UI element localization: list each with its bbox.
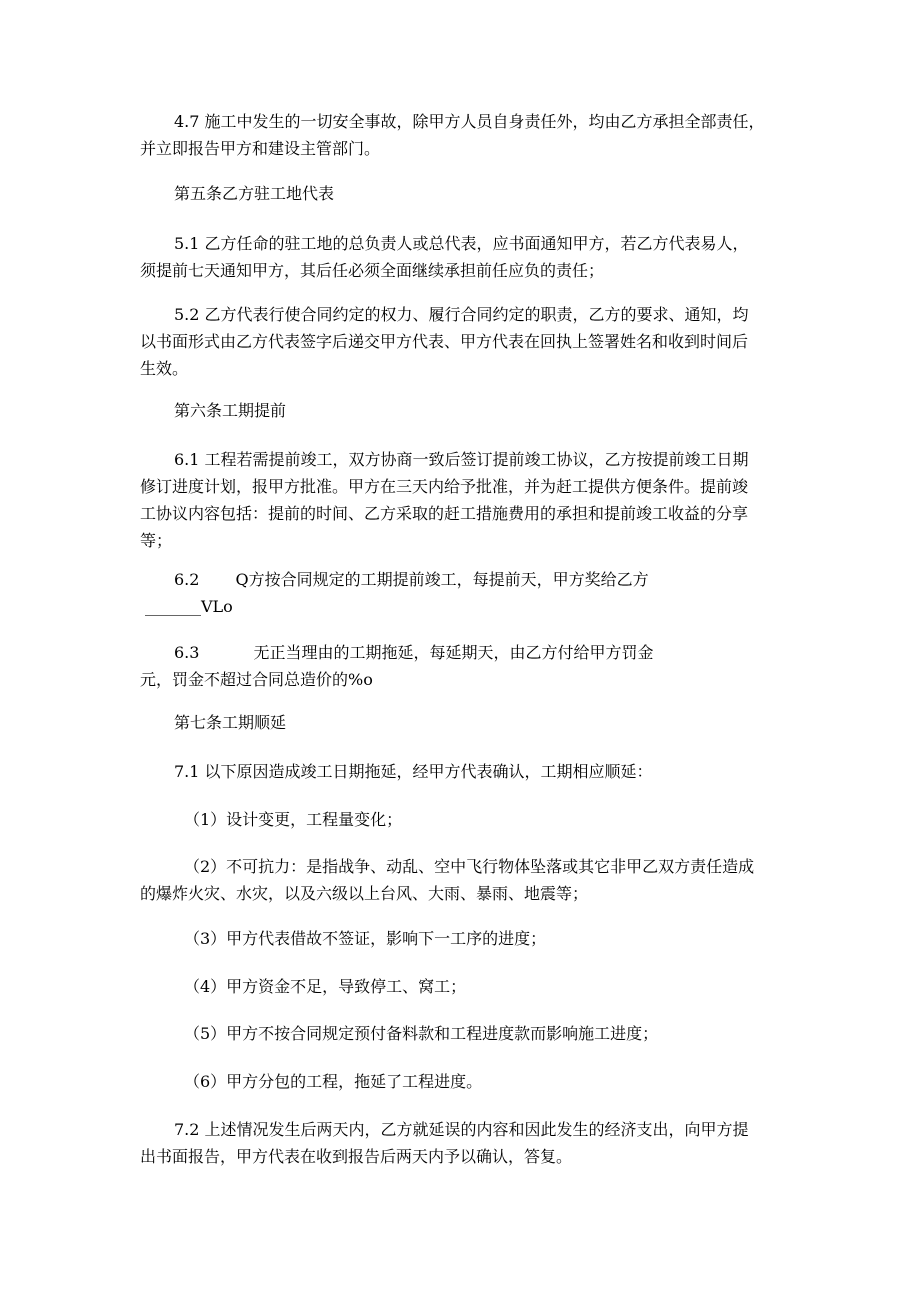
clause-6-3 [140,639,790,693]
cause-item-2 [140,853,790,907]
article-7-heading-text: 第七条工期顺延 [174,713,287,732]
clause-7-1 [140,758,790,785]
clause-6-1-line-3: 工协议内容包括：提前的时间、乙方采取的赶工措施费用的承担和提前竣工收益的分享 [140,504,749,523]
clause-6-3-text: 无正当理由的工期拖延，每延期天，由乙方付给甲方罚金 [253,643,654,662]
article-7-heading [174,709,824,736]
clause-5-2-line-3: 生效。 [140,359,189,378]
cause-item-2-line-2: 的爆炸火灾、水灾，以及六级以上台风、大雨、暴雨、地震等； [140,884,589,903]
clause-4-7-line-1: 4.7 施工中发生的一切安全事故，除甲方人员自身责任外，均由乙方承担全部责任， [174,112,765,131]
clause-6-3-line-1 [140,639,790,666]
clause-5-1-line-1: 5.1 乙方任命的驻工地的总负责人或总代表，应书面通知甲方，若乙方代表易人， [174,234,749,253]
clause-7-2 [140,1116,790,1170]
clause-4-7 [140,108,790,162]
cause-item-3 [140,925,790,952]
clause-6-2-line-1 [140,566,790,593]
clause-5-2-line-2: 以书面形式由乙方代表签字后递交甲方代表、甲方代表在回执上签署姓名和收到时间后 [140,332,749,351]
clause-7-2-line-1: 7.2 上述情况发生后两天内，乙方就延误的内容和因此发生的经济支出，向甲方提 [174,1120,749,1139]
article-6-heading [174,397,824,424]
clause-6-1 [140,446,790,554]
cause-item-6 [140,1068,790,1095]
article-5-heading [174,180,824,207]
clause-6-1-line-2: 修订进度计划，报甲方批准。甲方在三天内给予批准，并为赶工提供方便条件。提前竣 [140,477,749,496]
cause-item-1-text: （1）设计变更，工程量变化； [184,810,403,829]
cause-item-4 [140,973,790,1000]
clause-7-1-text: 7.1 以下原因造成竣工日期拖延，经甲方代表确认，工期相应顺延： [174,762,653,781]
clause-6-3-line-2: 元，罚金不超过合同总造价的%o [140,670,373,689]
clause-6-1-line-1: 6.1 工程若需提前竣工，双方协商一致后签订提前竣工协议，乙方按提前竣工日期 [174,450,749,469]
clause-5-1 [140,230,790,284]
cause-item-3-text: （3）甲方代表借故不签证，影响下一工序的进度； [184,929,547,948]
cause-item-2-line-1: （2）不可抗力：是指战争、动乱、空中飞行物体坠落或其它非甲乙双方责任造成 [184,857,755,876]
clause-7-2-line-2: 出书面报告，甲方代表在收到报告后两天内予以确认，答复。 [140,1147,573,1166]
clause-6-2-text: Q方按合同规定的工期提前竣工，每提前天，甲方奖给乙方 [235,570,649,589]
cause-item-5 [140,1020,790,1047]
cause-item-6-text: （6）甲方分包的工程，拖延了工程进度。 [184,1072,483,1091]
clause-6-1-line-4: 等； [140,531,173,550]
cause-item-4-text: （4）甲方资金不足，导致停工、窝工； [184,977,467,996]
clause-6-3-number: 6.3 [174,643,200,662]
clause-6-2-line-2: _______VLo [145,597,233,616]
cause-item-1 [140,806,790,833]
clause-6-2-number: 6.2 [174,570,200,589]
article-5-heading-text: 第五条乙方驻工地代表 [174,184,335,203]
clause-6-2 [140,566,790,620]
clause-5-2-line-1: 5.2 乙方代表行使合同约定的权力、履行合同约定的职责，乙方的要求、通知，均 [174,305,749,324]
clause-4-7-line-2: 并立即报告甲方和建设主管部门。 [140,139,381,158]
clause-5-2 [140,301,790,382]
cause-item-5-text: （5）甲方不按合同规定预付备料款和工程进度款而影响施工进度； [184,1024,659,1043]
clause-5-1-line-2: 须提前七天通知甲方，其后任必须全面继续承担前任应负的责任； [140,261,605,280]
article-6-heading-text: 第六条工期提前 [174,401,287,420]
